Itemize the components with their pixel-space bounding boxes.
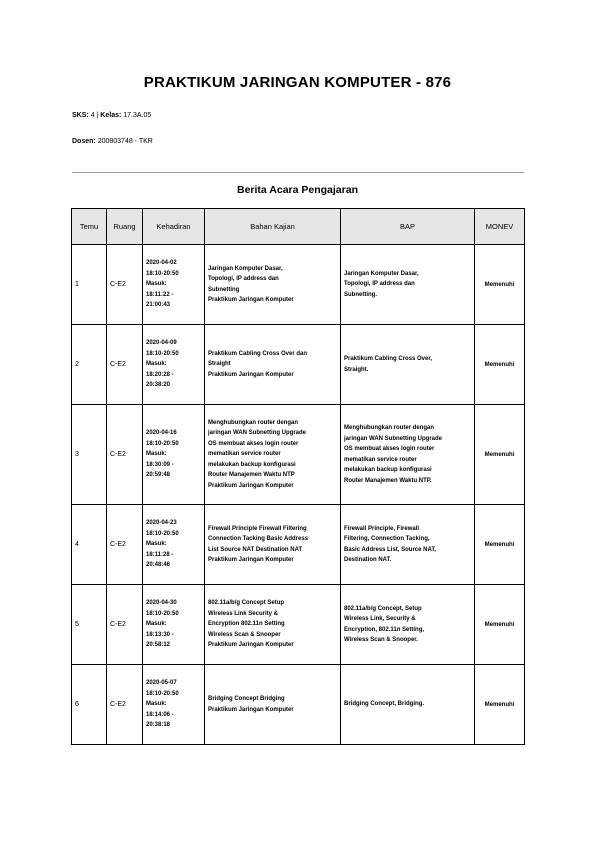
cell-bahan-kajian (205, 245, 341, 325)
cell-bap-line: Praktikum Cabling Cross Over, (344, 356, 433, 362)
dosen-label: Dosen: (72, 138, 96, 145)
cell-bahan-kajian-line: Wireless Link Security & (208, 610, 278, 617)
cell-bahan-kajian (205, 665, 341, 745)
cell-bahan-kajian-line: Wireless Scan & Snooper (208, 631, 281, 638)
cell-bahan-kajian-line: Subnetting (208, 286, 240, 293)
cell-kehadiran-line: 18:30:09 - (146, 461, 174, 468)
cell-bahan-kajian-line: mematikan service router (208, 451, 281, 458)
table-body (72, 245, 525, 745)
cell-bahan-kajian-line: Praktikum Jaringan Komputer (208, 297, 294, 303)
cell-bahan-kajian-line: Praktikum Jaringan Komputer (208, 642, 294, 649)
cell-monev: Memenuhi (475, 405, 525, 505)
table-row (72, 405, 525, 505)
cell-bahan-kajian-line: Straight (208, 361, 231, 368)
cell-bap-line: Jaringan Komputer Dasar, (344, 270, 419, 277)
cell-ruang: C-E2 (107, 325, 143, 405)
cell-bap-line: Basic Address List, Source NAT, (344, 546, 437, 553)
cell-ruang: C-E2 (107, 585, 143, 665)
cell-bahan-kajian-line: jaringan WAN Subnetting Upgrade (208, 430, 307, 437)
cell-kehadiran-line: Masuk: (146, 621, 167, 628)
cell-bap (341, 325, 475, 405)
section-title: Berita Acara Pengajaran (236, 184, 358, 196)
cell-kehadiran-line: 18:10-20:50 (146, 440, 179, 447)
table-header-row (72, 209, 525, 245)
cell-monev: Memenuhi (475, 505, 525, 585)
cell-kehadiran-line: 21:00:43 (146, 302, 171, 309)
column-header-kehadiran: Kehadiran (143, 209, 205, 245)
dosen-value: 200803748 - TKR (97, 138, 153, 145)
cell-kehadiran-line: Masuk: (146, 281, 167, 288)
cell-kehadiran-line: 18:10-20:50 (146, 690, 179, 697)
cell-temu: 6 (72, 665, 107, 745)
cell-temu: 1 (72, 245, 107, 325)
cell-bap-line: Encryption, 802.11n Setting, (344, 626, 425, 633)
cell-ruang: C-E2 (107, 405, 143, 505)
cell-bahan-kajian-line: List Source NAT Destination NAT (208, 546, 303, 553)
cell-bap-line: jaringan WAN Subnetting Upgrade (344, 435, 443, 442)
cell-kehadiran-line: 2020-04-23 (146, 520, 177, 527)
cell-bahan-kajian-line: Encryption 802.11n Setting (208, 621, 285, 628)
cell-kehadiran (143, 585, 205, 665)
cell-bap-line: OS membuat akses login router (344, 446, 435, 452)
cell-kehadiran-line: 2020-04-16 (146, 430, 177, 437)
cell-bap-line: Wireless Link, Security & (344, 616, 416, 622)
cell-monev: Memenuhi (475, 245, 525, 325)
cell-bahan-kajian-line: melakukan backup konfigurasi (208, 461, 296, 468)
cell-bap-line: melakukan backup konfigurasi (344, 467, 432, 473)
cell-bahan-kajian-line: Jaringan Komputer Dasar, (208, 265, 283, 272)
cell-bap-line: Filtering, Connection Tacking, (344, 536, 430, 542)
cell-kehadiran-line: 20:59:48 (146, 472, 171, 479)
cell-monev: Memenuhi (475, 585, 525, 665)
cell-kehadiran (143, 405, 205, 505)
cell-kehadiran-line: 18:10-20:50 (146, 610, 179, 617)
cell-bahan-kajian-line: Topologi, IP address dan (208, 276, 279, 282)
cell-kehadiran-line: 18:13:30 - (146, 631, 174, 638)
cell-monev: Memenuhi (475, 325, 525, 405)
cell-bap-line: Topologi, IP address dan (344, 281, 415, 288)
cell-kehadiran (143, 505, 205, 585)
cell-kehadiran-line: 18:10-20:50 (146, 270, 179, 277)
column-header-monev: MONEV (475, 209, 525, 245)
cell-bap-line: Wireless Scan & Snooper. (344, 637, 418, 643)
cell-bahan-kajian-line: Praktikum Jaringan Komputer (208, 371, 294, 378)
sks-label: SKS: (72, 112, 89, 119)
kelas-label: Kelas: (100, 112, 122, 119)
cell-ruang: C-E2 (107, 245, 143, 325)
cell-kehadiran-line: 20:48:46 (146, 562, 171, 569)
cell-kehadiran-line: 18:10-20:50 (146, 350, 179, 357)
cell-bap (341, 245, 475, 325)
cell-kehadiran-line: Masuk: (146, 541, 167, 548)
page-title: PRAKTIKUM JARINGAN KOMPUTER - 876 (143, 74, 452, 91)
cell-bahan-kajian-line: Praktikum Jaringan Komputer (208, 557, 294, 563)
cell-kehadiran-line: 2020-04-30 (146, 600, 177, 607)
cell-bahan-kajian (205, 585, 341, 665)
cell-bahan-kajian (205, 325, 341, 405)
cell-temu: 5 (72, 585, 107, 665)
lecturer-info (72, 138, 153, 145)
cell-temu: 4 (72, 505, 107, 585)
cell-temu: 2 (72, 325, 107, 405)
cell-kehadiran-line: 2020-04-02 (146, 260, 177, 267)
cell-bahan-kajian-line: Bridging Concept Bridging (208, 696, 285, 702)
cell-bap-line: 802.11a/b/g Concept, Setup (344, 605, 422, 612)
teaching-record-table (71, 208, 525, 745)
cell-kehadiran-line: Masuk: (146, 451, 167, 458)
cell-kehadiran (143, 325, 205, 405)
cell-bap (341, 505, 475, 585)
cell-bahan-kajian-line: Connection Tacking Basic Address (208, 536, 309, 542)
cell-bap (341, 405, 475, 505)
cell-bap-line: Router Manajemen Waktu NTP. (344, 477, 432, 484)
kelas-value: 17.3A.05 (123, 112, 152, 119)
cell-kehadiran-line: Masuk: (146, 361, 167, 368)
table-row (72, 665, 525, 745)
cell-bap (341, 585, 475, 665)
cell-kehadiran (143, 665, 205, 745)
cell-bahan-kajian-line: 802.11a/b/g Concept Setup (208, 600, 285, 607)
cell-bap-line: Straight. (344, 366, 369, 373)
cell-monev: Memenuhi (475, 665, 525, 745)
table-row (72, 325, 525, 405)
cell-bahan-kajian-line: Praktikum Jaringan Komputer (208, 482, 294, 489)
cell-kehadiran-line: 18:11:28 - (146, 551, 174, 558)
cell-bahan-kajian-line: Menghubungkan router dengan (208, 419, 298, 426)
cell-bap (341, 665, 475, 745)
cell-kehadiran-line: 2020-05-07 (146, 680, 177, 687)
cell-bahan-kajian (205, 405, 341, 505)
cell-bahan-kajian-line: Router Manajemen Waktu NTP (208, 472, 295, 479)
sks-value: 4 | (90, 112, 99, 119)
cell-kehadiran-line: 18:14:06 - (146, 711, 174, 718)
column-header-ruang: Ruang (107, 209, 143, 245)
cell-kehadiran-line: Masuk: (146, 701, 167, 708)
class-info (72, 112, 151, 119)
cell-bap-line: Bridging Concept, Bridging. (344, 701, 424, 708)
column-header-bahan-kajian: Bahan Kajian (205, 209, 341, 245)
cell-ruang: C-E2 (107, 505, 143, 585)
cell-bahan-kajian-line: Praktikum Jaringan Komputer (208, 706, 294, 713)
cell-bap-line: Subnetting. (344, 291, 377, 298)
cell-bap-line: Destination NAT. (344, 557, 392, 563)
cell-kehadiran-line: 18:11:22 - (146, 291, 174, 298)
cell-bahan-kajian (205, 505, 341, 585)
cell-kehadiran-line: 18:10-20:50 (146, 530, 179, 537)
cell-bap-line: mematikan service router (344, 456, 417, 463)
divider (72, 172, 524, 173)
cell-kehadiran-line: 2020-04-09 (146, 340, 177, 347)
cell-bap-line: Firewall Principle, Firewall (344, 525, 420, 532)
cell-kehadiran (143, 245, 205, 325)
cell-kehadiran-line: 20:58:12 (146, 642, 171, 649)
table-row (72, 585, 525, 665)
column-header-bap: BAP (341, 209, 475, 245)
cell-bap-line: Menghubungkan router dengan (344, 425, 434, 431)
cell-kehadiran-line: 20:38:18 (146, 722, 171, 729)
cell-kehadiran-line: 20:38:20 (146, 382, 171, 389)
table-row (72, 505, 525, 585)
cell-ruang: C-E2 (107, 665, 143, 745)
cell-bahan-kajian-line: OS membuat akses login router (208, 440, 299, 447)
cell-bahan-kajian-line: Firewall Principle Firewall Filtering (208, 525, 307, 532)
cell-bahan-kajian-line: Praktikum Cabling Cross Over dan (208, 350, 308, 357)
column-header-temu: Temu (72, 209, 107, 245)
cell-temu: 3 (72, 405, 107, 505)
table-row (72, 245, 525, 325)
cell-kehadiran-line: 18:20:28 - (146, 371, 174, 378)
